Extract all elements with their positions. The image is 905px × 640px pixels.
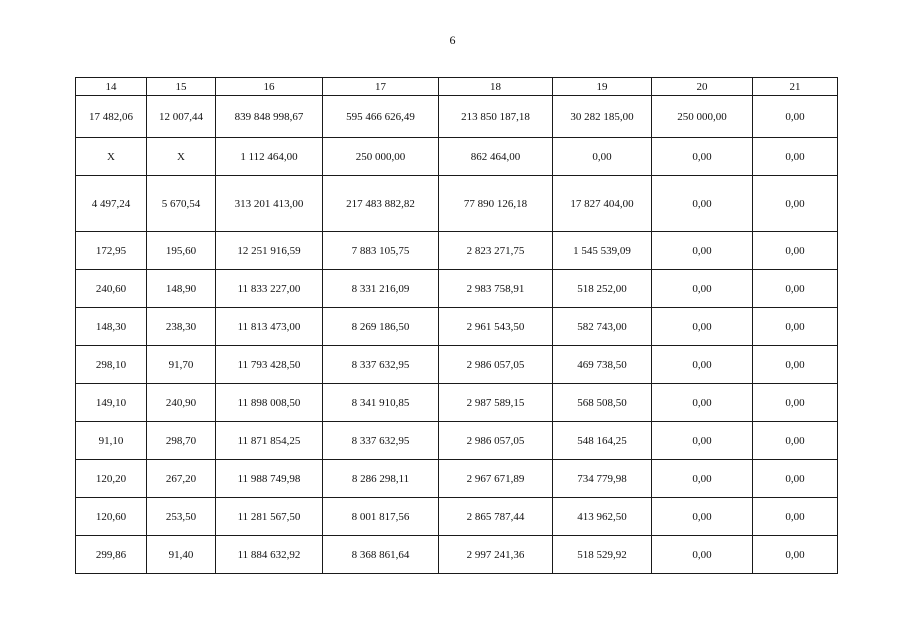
table-cell: 8 337 632,95 xyxy=(323,346,439,384)
table-cell: 17 482,06 xyxy=(76,96,147,138)
table-cell: 240,90 xyxy=(147,384,216,422)
table-cell: 0,00 xyxy=(652,346,753,384)
table-cell: 11 793 428,50 xyxy=(216,346,323,384)
table-cell: 8 368 861,64 xyxy=(323,536,439,574)
table-cell: 299,86 xyxy=(76,536,147,574)
table-cell: 0,00 xyxy=(753,422,838,460)
column-header: 14 xyxy=(76,78,147,96)
table-cell: 0,00 xyxy=(753,232,838,270)
table-cell: 298,70 xyxy=(147,422,216,460)
table-cell: 595 466 626,49 xyxy=(323,96,439,138)
table-cell: 250 000,00 xyxy=(652,96,753,138)
table-cell: 0,00 xyxy=(652,176,753,232)
table-cell: 0,00 xyxy=(753,270,838,308)
table-cell: 2 961 543,50 xyxy=(439,308,553,346)
table-cell: 11 871 854,25 xyxy=(216,422,323,460)
table-cell: 0,00 xyxy=(652,138,753,176)
table-cell: 12 251 916,59 xyxy=(216,232,323,270)
table-row xyxy=(76,422,838,460)
table-cell: 30 282 185,00 xyxy=(553,96,652,138)
table-cell: 1 545 539,09 xyxy=(553,232,652,270)
table-row xyxy=(76,536,838,574)
table-header xyxy=(76,78,838,96)
column-header: 18 xyxy=(439,78,553,96)
table-cell: 0,00 xyxy=(652,384,753,422)
table-cell: 313 201 413,00 xyxy=(216,176,323,232)
table-cell: 91,40 xyxy=(147,536,216,574)
table-row xyxy=(76,232,838,270)
table-cell: 8 001 817,56 xyxy=(323,498,439,536)
table-cell: 0,00 xyxy=(753,536,838,574)
table-cell: 0,00 xyxy=(753,96,838,138)
table-cell: X xyxy=(147,138,216,176)
table-row xyxy=(76,138,838,176)
table-cell: 0,00 xyxy=(753,346,838,384)
table-cell: 253,50 xyxy=(147,498,216,536)
table-cell: 548 164,25 xyxy=(553,422,652,460)
table-cell: 839 848 998,67 xyxy=(216,96,323,138)
table-cell: 0,00 xyxy=(652,460,753,498)
column-header: 16 xyxy=(216,78,323,96)
table-cell: 0,00 xyxy=(753,138,838,176)
table-row xyxy=(76,346,838,384)
table-cell: 11 281 567,50 xyxy=(216,498,323,536)
table-row xyxy=(76,308,838,346)
table-cell: 0,00 xyxy=(753,308,838,346)
table-cell: 2 865 787,44 xyxy=(439,498,553,536)
table-cell: 2 986 057,05 xyxy=(439,422,553,460)
table-cell: 238,30 xyxy=(147,308,216,346)
table-cell: 91,10 xyxy=(76,422,147,460)
table-cell: 11 813 473,00 xyxy=(216,308,323,346)
table-cell: 8 286 298,11 xyxy=(323,460,439,498)
table-row xyxy=(76,384,838,422)
table-cell: 11 898 008,50 xyxy=(216,384,323,422)
table-cell: 2 986 057,05 xyxy=(439,346,553,384)
table-cell: 298,10 xyxy=(76,346,147,384)
table-cell: 12 007,44 xyxy=(147,96,216,138)
table-cell: 7 883 105,75 xyxy=(323,232,439,270)
table-cell: 11 833 227,00 xyxy=(216,270,323,308)
table-cell: 2 967 671,89 xyxy=(439,460,553,498)
header-row xyxy=(76,78,838,96)
table-cell: 8 337 632,95 xyxy=(323,422,439,460)
data-table xyxy=(75,77,838,574)
table-body xyxy=(76,96,838,574)
table-row xyxy=(76,460,838,498)
table-cell: 77 890 126,18 xyxy=(439,176,553,232)
table-cell: 0,00 xyxy=(753,460,838,498)
table-cell: 11 988 749,98 xyxy=(216,460,323,498)
table-cell: 582 743,00 xyxy=(553,308,652,346)
table-cell: 240,60 xyxy=(76,270,147,308)
table-cell: 0,00 xyxy=(652,498,753,536)
column-header: 19 xyxy=(553,78,652,96)
table-cell: 413 962,50 xyxy=(553,498,652,536)
table-cell: 250 000,00 xyxy=(323,138,439,176)
table-cell: 0,00 xyxy=(652,422,753,460)
table-cell: 8 341 910,85 xyxy=(323,384,439,422)
table-cell: 217 483 882,82 xyxy=(323,176,439,232)
column-header: 15 xyxy=(147,78,216,96)
column-header: 20 xyxy=(652,78,753,96)
table-cell: 1 112 464,00 xyxy=(216,138,323,176)
table-cell: 0,00 xyxy=(753,498,838,536)
table-cell: 2 997 241,36 xyxy=(439,536,553,574)
table-cell: 2 823 271,75 xyxy=(439,232,553,270)
table-cell: 0,00 xyxy=(753,384,838,422)
table-cell: 0,00 xyxy=(553,138,652,176)
table-cell: 2 987 589,15 xyxy=(439,384,553,422)
table-cell: 518 252,00 xyxy=(553,270,652,308)
table-cell: 213 850 187,18 xyxy=(439,96,553,138)
table-cell: 518 529,92 xyxy=(553,536,652,574)
table-cell: 17 827 404,00 xyxy=(553,176,652,232)
page-number: 6 xyxy=(449,33,456,47)
table-cell: 469 738,50 xyxy=(553,346,652,384)
table-row xyxy=(76,270,838,308)
table-cell: 195,60 xyxy=(147,232,216,270)
table-cell: 4 497,24 xyxy=(76,176,147,232)
table-row xyxy=(76,498,838,536)
table-cell: 568 508,50 xyxy=(553,384,652,422)
table-cell: 148,90 xyxy=(147,270,216,308)
table-cell: 148,30 xyxy=(76,308,147,346)
table-cell: 2 983 758,91 xyxy=(439,270,553,308)
table-cell: 120,20 xyxy=(76,460,147,498)
table-cell: 8 331 216,09 xyxy=(323,270,439,308)
column-header: 21 xyxy=(753,78,838,96)
table-row xyxy=(76,176,838,232)
table-cell: 0,00 xyxy=(652,536,753,574)
table-row xyxy=(76,96,838,138)
table-cell: 862 464,00 xyxy=(439,138,553,176)
table-cell: 11 884 632,92 xyxy=(216,536,323,574)
table-cell: 5 670,54 xyxy=(147,176,216,232)
table-cell: 0,00 xyxy=(652,270,753,308)
table-cell: 120,60 xyxy=(76,498,147,536)
table-cell: 267,20 xyxy=(147,460,216,498)
table-cell: 172,95 xyxy=(76,232,147,270)
table-cell: 0,00 xyxy=(652,232,753,270)
table-cell: X xyxy=(76,138,147,176)
table-cell: 149,10 xyxy=(76,384,147,422)
table-cell: 8 269 186,50 xyxy=(323,308,439,346)
table-cell: 0,00 xyxy=(652,308,753,346)
table-cell: 91,70 xyxy=(147,346,216,384)
column-header: 17 xyxy=(323,78,439,96)
table-cell: 0,00 xyxy=(753,176,838,232)
table-cell: 734 779,98 xyxy=(553,460,652,498)
